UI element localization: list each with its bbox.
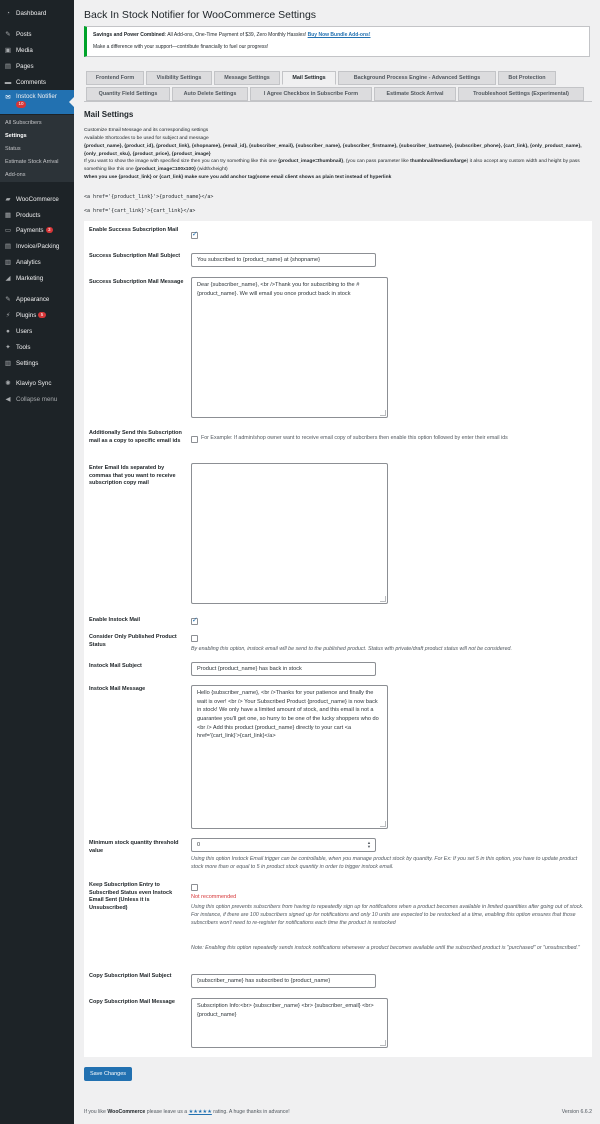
email-ids-textarea[interactable] xyxy=(191,463,388,604)
copy-to-email-description: For Example: If admin/shop owner want to receive email copy of subcribers then enable this option followed by enter their email ids xyxy=(201,435,508,441)
tab-mail-settings[interactable]: Mail Settings xyxy=(282,71,336,85)
intro-3f: {product_image=100x100} xyxy=(135,167,196,173)
footer-text-2: please leave us a xyxy=(145,1109,189,1115)
code-example-cart-link: <a href='{cart_link}'>{cart_link}</a> xyxy=(84,208,196,214)
admin-sidebar xyxy=(0,0,74,1124)
sidebar-item-label-wrap xyxy=(16,93,57,108)
keep-subscription-description: Using this option prevents subscribers from having to repeatedly sign up for notifications when a product becomes available in limited quantities after going out of stock. For instance, if there are 100 subscribers signed up for notifications and only 10 units are expected to be restocked at a time, enabling this option ensures that those subscribers won't need to re-register for notifications each time the product is restocked xyxy=(191,904,584,927)
sidebar-item-label: Instock Notifier xyxy=(16,93,57,100)
footer-text-3: rating. A huge thanks in advance! xyxy=(211,1109,290,1115)
sidebar-item-analytics[interactable] xyxy=(0,255,74,269)
intro-3e: ) it also accept any custom width and height by pass something like this one xyxy=(84,159,580,173)
keep-subscription-note: Note: Enabling this option repeatedly sends instock notifications whenever a product becomes available until the subscribed product is "purchased" or "unsubscribed." xyxy=(191,945,580,951)
tab-troubleshoot-settings[interactable]: Troubleshoot Settings (Experimental) xyxy=(458,87,584,101)
media-icon: ▣ xyxy=(4,47,12,54)
sidebar-item-tools[interactable] xyxy=(0,340,74,354)
sidebar-item-users[interactable] xyxy=(0,324,74,338)
tab-auto-delete-settings[interactable]: Auto Delete Settings xyxy=(172,87,248,101)
sidebar-item-label: Payments xyxy=(16,226,44,234)
sidebar-item-label: WooCommerce xyxy=(16,195,59,203)
instock-message-textarea[interactable]: Hello {subscriber_name}, <br />Thanks for your patience and finally the wait is over! <br /> Your Subscribed Product {product_name} is now back in stock! We only have a limited amount of stock, and this email is not a guarantee you'll get one, so hurry to be one of the lucky shoppers who do <br /> Add this product {product_name} directly to your cart <a href='{cart_link}'>{cart_link}</a> xyxy=(191,685,388,829)
plugins-icon: ⚡ xyxy=(5,312,11,319)
published-only-label: Consider Only Published Product Status xyxy=(89,634,177,648)
current-menu-arrow xyxy=(69,97,74,107)
threshold-number-input[interactable] xyxy=(191,838,376,852)
sidebar-item-label: Marketing xyxy=(16,274,44,282)
intro-3d: thumbnail/medium/large xyxy=(410,159,467,165)
published-only-checkbox[interactable] xyxy=(191,635,198,642)
submenu-item-settings[interactable]: Settings xyxy=(5,133,27,139)
intro-3g: (widthxheight) xyxy=(195,167,228,173)
intro-3a: If you want to show the image with specified size then you can try something like this one xyxy=(84,159,279,165)
copy-to-email-checkbox[interactable] xyxy=(191,436,198,443)
payments-icon: ▭ xyxy=(4,227,12,234)
email-ids-label: Enter Email Ids separated by commas that you want to receive subscription copy mail xyxy=(89,465,176,487)
instock-message-label: Instock Mail Message xyxy=(89,686,146,692)
klaviyo-icon: ✺ xyxy=(5,380,11,387)
tab-estimate-stock-arrival[interactable]: Estimate Stock Arrival xyxy=(374,87,456,101)
shortcodes-text: {product_name}, {product_id}, {product_link}, {shopname}, {email_id}, {subscriber_email}, {subscriber_name}, {subscriber_firstname}, {subscriber_lastname}, {subscriber_phone}, {cart_link}, {only_product_name}, {only_product_sku}, {product_price}, {product_image} xyxy=(84,143,582,157)
intro-4: When you use {product_link} or {cart_link} make sure you add anchor tag(some email client shows as plain text instead of hyperlink xyxy=(84,175,392,181)
copy-message-label: Copy Subscription Mail Message xyxy=(89,999,175,1005)
notice-line-1 xyxy=(93,31,583,40)
collapse-menu-button[interactable] xyxy=(0,392,74,406)
sidebar-item-plugins[interactable] xyxy=(0,308,74,322)
intro-line-4 xyxy=(84,174,590,182)
intro-line-3 xyxy=(84,158,590,174)
sidebar-item-comments[interactable] xyxy=(0,75,74,89)
submenu-item-estimate-stock-arrival[interactable]: Estimate Stock Arrival xyxy=(5,159,59,165)
keep-subscription-checkbox[interactable] xyxy=(191,884,198,891)
sidebar-item-label: Posts xyxy=(16,30,32,38)
sidebar-item-instock-notifier[interactable] xyxy=(0,90,74,114)
threshold-value: 0 xyxy=(197,842,201,848)
section-intro xyxy=(84,127,590,182)
products-icon: ▦ xyxy=(4,212,12,219)
bundle-addons-link[interactable]: Buy Now Bundle Add-ons! xyxy=(307,32,371,38)
footer-version: Version 6.6.2 xyxy=(561,1109,592,1115)
instock-subject-label: Instock Mail Subject xyxy=(89,663,142,669)
rating-stars-link[interactable]: ★★★★★ xyxy=(188,1109,212,1115)
section-title: Mail Settings xyxy=(84,110,134,119)
dashboard-icon: ◔ xyxy=(6,9,10,17)
sidebar-item-products[interactable] xyxy=(0,208,74,222)
sidebar-item-invoice-packing[interactable] xyxy=(0,239,74,253)
sidebar-item-marketing[interactable] xyxy=(0,271,74,285)
copy-message-textarea[interactable]: Subscription Info:<br> {subscriber_name} <br> {subscriber_email} <br> {product_name} xyxy=(191,998,388,1048)
not-recommended-warning: Not recommended xyxy=(191,894,237,900)
notice-line-2: Make a difference with your support—contribute financially to fuel our progress! xyxy=(93,43,269,50)
sidebar-item-label: Invoice/Packing xyxy=(16,242,60,250)
update-count-badge: 10 xyxy=(16,101,26,108)
number-spinner-icon[interactable]: ▲ ▼ xyxy=(367,840,371,849)
sidebar-item-klaviyo-sync[interactable] xyxy=(0,376,74,390)
threshold-description: Using this option Instock Email trigger can be controllable, when you manage product stock by quantity. For Ex: If you set 5 in this option, you have to update product stock more than or equal to 5 in product stock quantity in order to trigger instock email. xyxy=(191,856,578,871)
tab-i-agree-checkbox[interactable]: I Agree Checkbox in Subscribe Form xyxy=(250,87,372,101)
enable-instock-label: Enable Instock Mail xyxy=(89,617,141,623)
update-count-badge: 5 xyxy=(38,312,46,319)
sidebar-item-label: Dashboard xyxy=(16,9,47,17)
shortcodes-list xyxy=(84,143,590,159)
tab-divider xyxy=(84,101,592,102)
copy-subject-input[interactable]: {subscriber_name} has subscribed to {product_name} xyxy=(191,974,376,988)
sidebar-item-media[interactable] xyxy=(0,43,74,57)
sidebar-item-dashboard[interactable] xyxy=(0,6,74,20)
success-subject-label: Success Subscription Mail Subject xyxy=(89,253,181,259)
page-title: Back In Stock Notifier for WooCommerce Settings xyxy=(84,9,317,21)
notice-text: : All Add-ons, One-Time Payment of $39, Zero Monthly Hassles! xyxy=(164,32,308,38)
woocommerce-icon: ▰ xyxy=(5,196,11,203)
instock-subject-input[interactable]: Product {product_name} has back in stock xyxy=(191,662,376,676)
success-message-label: Success Subscription Mail Message xyxy=(89,279,184,285)
enable-instock-checkbox[interactable] xyxy=(191,618,198,625)
notice-bold: Savings and Power Combined xyxy=(93,32,165,38)
success-subject-input[interactable]: You subscribed to {product_name} at {shopname} xyxy=(191,253,376,267)
intro-3b: {product_image=thumbnail} xyxy=(278,159,344,165)
sidebar-item-label: Products xyxy=(16,211,41,219)
invoice-icon: ▤ xyxy=(4,243,12,250)
tab-visibility-settings[interactable]: Visibility Settings xyxy=(146,71,212,85)
sidebar-item-label: Collapse menu xyxy=(16,395,58,403)
enable-success-checkbox[interactable] xyxy=(191,232,198,239)
save-changes-button[interactable]: Save Changes xyxy=(84,1067,132,1081)
threshold-label: Minimum stock quantity threshold value xyxy=(89,840,179,854)
intro-3c: , (you can pass parameter like xyxy=(343,159,411,165)
tab-message-settings[interactable]: Message Settings xyxy=(214,71,280,85)
sidebar-item-label: Appearance xyxy=(16,295,50,303)
collapse-icon: ◀ xyxy=(5,396,11,403)
sidebar-item-label: Plugins xyxy=(16,311,37,319)
submenu xyxy=(0,115,74,182)
published-only-description: By enabling this option, instock email will be send to the published product. Status with private/draft product status will not be considered. xyxy=(191,646,512,652)
sidebar-item-label: Pages xyxy=(16,62,34,70)
sidebar-item-posts[interactable] xyxy=(0,27,74,41)
footer-rating-text xyxy=(84,1109,290,1115)
sidebar-item-label: Analytics xyxy=(16,258,41,266)
users-icon: ● xyxy=(6,327,10,335)
intro-line-1: Customize Email Message and its corresponding settings xyxy=(84,128,209,133)
sidebar-item-pages[interactable] xyxy=(0,59,74,73)
sidebar-item-payments[interactable] xyxy=(0,223,74,237)
update-count-badge: 3 xyxy=(46,227,54,234)
footer-brand: WooCommerce xyxy=(107,1109,146,1115)
sidebar-item-appearance[interactable] xyxy=(0,292,74,306)
copy-subject-label: Copy Subscription Mail Subject xyxy=(89,973,172,979)
pages-icon: ▤ xyxy=(4,63,12,70)
submenu-item-status[interactable]: Status xyxy=(5,146,21,152)
submenu-item-all-subscribers[interactable]: All Subscribers xyxy=(5,120,42,126)
enable-success-label: Enable Success Subscription Mail xyxy=(89,227,179,233)
submenu-item-add-ons[interactable]: Add-ons xyxy=(5,172,26,178)
sidebar-item-label: Comments xyxy=(16,78,46,86)
keep-subscription-label: Keep Subscription Entry to Subscribed Status even Instock Email Sent (Unless it is Unsubscribed) xyxy=(89,882,173,912)
tab-bot-protection[interactable]: Bot Protection xyxy=(498,71,556,85)
sidebar-item-label: Media xyxy=(16,46,33,54)
tab-background-process-engine[interactable]: Background Process Engine - Advanced Settings xyxy=(338,71,496,85)
sidebar-item-label: Klaviyo Sync xyxy=(16,379,52,387)
marketing-icon: ◢ xyxy=(5,275,11,282)
appearance-icon: ✎ xyxy=(5,296,11,303)
footer-text-1: If you like xyxy=(84,1109,108,1115)
settings-icon: ▥ xyxy=(4,360,12,367)
tools-icon: ✦ xyxy=(5,344,11,351)
copy-to-email-label: Additionally Send this Subscription mail as a copy to specific email ids xyxy=(89,430,182,444)
sidebar-item-woocommerce[interactable] xyxy=(0,192,74,206)
bell-icon: ✉ xyxy=(5,94,11,101)
analytics-icon: ▥ xyxy=(4,259,12,266)
intro-line-2: Available Shortcodes to be used for subject and message xyxy=(84,135,209,141)
tab-quantity-field-settings[interactable]: Quantity Field Settings xyxy=(86,87,170,101)
sidebar-item-settings[interactable] xyxy=(0,356,74,370)
pin-icon: ✎ xyxy=(5,31,11,38)
sidebar-item-label: Tools xyxy=(16,343,31,351)
comments-icon: ▬ xyxy=(4,78,12,86)
sidebar-item-label: Users xyxy=(16,327,33,335)
code-example-product-link: <a href='{product_link}'>{product_name}</a> xyxy=(84,194,214,200)
promo-notice xyxy=(84,26,590,57)
sidebar-item-label: Settings xyxy=(16,359,39,367)
tab-frontend-form[interactable]: Frontend Form xyxy=(86,71,144,85)
success-message-textarea[interactable]: Dear {subscriber_name}, <br />Thank you for subscribing to the #{product_name}. We will email you once product back in stock xyxy=(191,277,388,418)
